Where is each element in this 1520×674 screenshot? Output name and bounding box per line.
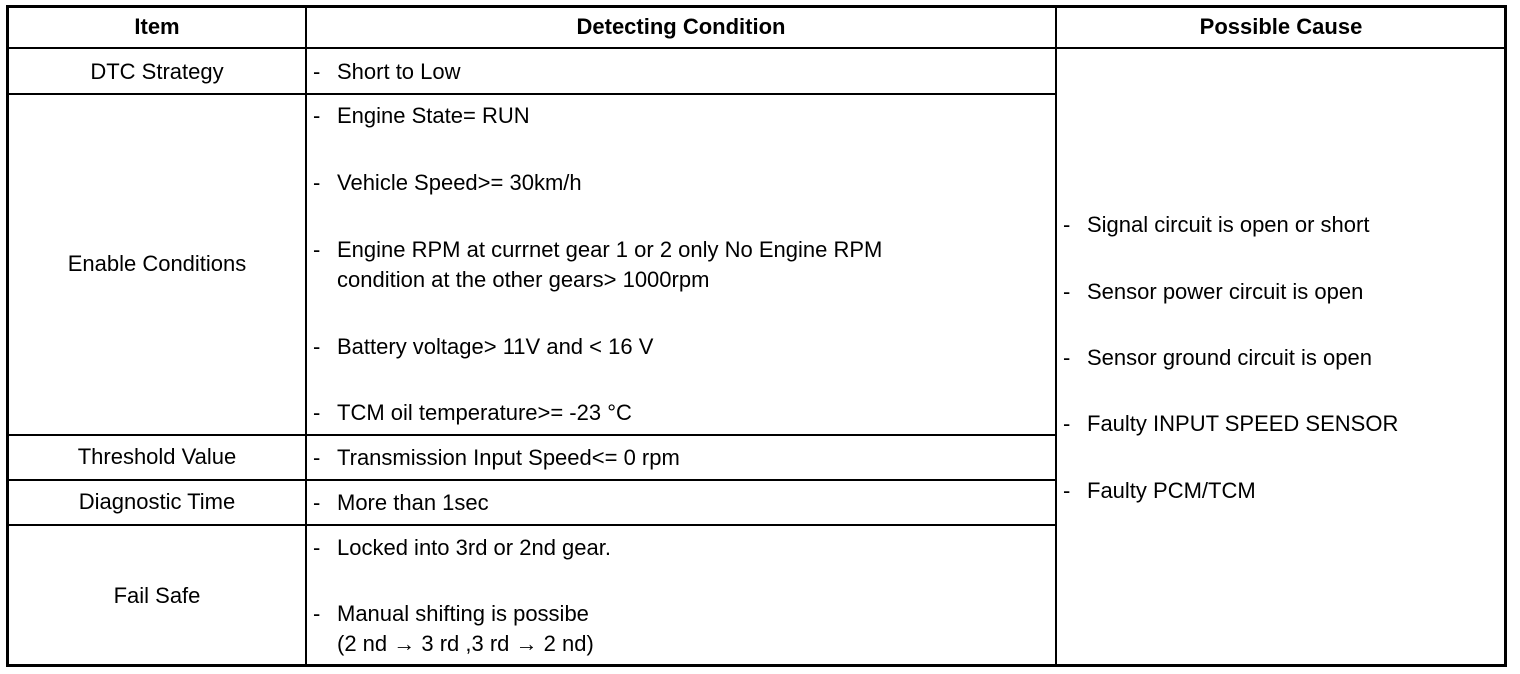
condition-locked-gear: - Locked into 3rd or 2nd gear. (313, 535, 611, 560)
header-detecting-condition: Detecting Condition (576, 14, 786, 39)
condition-threshold: - Transmission Input Speed<= 0 rpm (313, 445, 680, 470)
dtc-table (6, 5, 1507, 667)
condition-vehicle-speed: - Vehicle Speed>= 30km/h (313, 170, 582, 195)
cause-sensor-ground: - Sensor ground circuit is open (1063, 345, 1372, 370)
cause-sensor-power: - Sensor power circuit is open (1063, 279, 1364, 304)
condition-engine-rpm-cont: condition at the other gears> 1000rpm (337, 267, 710, 292)
condition-diagnostic-time: - More than 1sec (313, 490, 489, 515)
item-enable-conditions: Enable Conditions (67, 251, 247, 276)
condition-tcm-oil-temp: - TCM oil temperature>= -23 °C (313, 400, 632, 425)
item-diagnostic-time: Diagnostic Time (78, 489, 236, 514)
row-divider-4 (6, 524, 1057, 526)
item-fail-safe: Fail Safe (113, 583, 201, 608)
condition-manual-shifting-cont: (2 nd → 3 rd ,3 rd → 2 nd) (337, 631, 594, 656)
condition-engine-state: - Engine State= RUN (313, 103, 530, 128)
cause-faulty-input-speed-sensor: - Faulty INPUT SPEED SENSOR (1063, 411, 1399, 436)
cause-signal-circuit: - Signal circuit is open or short (1063, 212, 1370, 237)
condition-manual-shifting: - Manual shifting is possibe (313, 601, 589, 626)
header-divider (6, 47, 1507, 49)
header-possible-cause: Possible Cause (1199, 14, 1363, 39)
item-threshold-value: Threshold Value (77, 444, 237, 469)
condition-engine-rpm: - Engine RPM at currnet gear 1 or 2 only No Engine RPM (313, 237, 883, 262)
column-divider-1 (305, 5, 307, 667)
row-divider-1 (6, 93, 1057, 95)
item-dtc-strategy: DTC Strategy (90, 59, 224, 84)
column-divider-2 (1055, 5, 1057, 667)
condition-dtc-strategy: - Short to Low (313, 59, 461, 84)
row-divider-3 (6, 479, 1057, 481)
row-divider-2 (6, 434, 1057, 436)
condition-battery-voltage: - Battery voltage> 11V and < 16 V (313, 334, 654, 359)
header-item: Item (134, 14, 180, 39)
cause-faulty-pcm-tcm: - Faulty PCM/TCM (1063, 478, 1256, 503)
